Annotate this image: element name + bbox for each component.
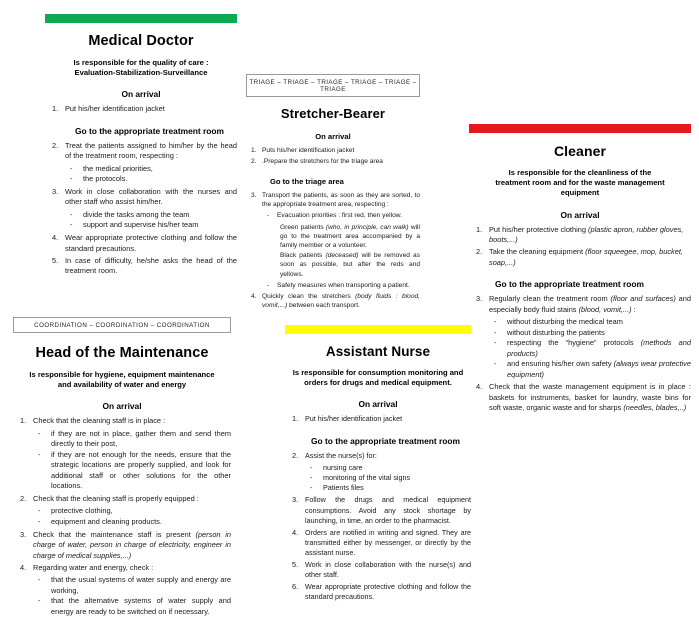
list-item bbox=[469, 247, 691, 268]
section-heading-go-to-triage: Go to the triage area bbox=[270, 176, 344, 186]
list-item bbox=[246, 292, 420, 310]
list-number: 1. bbox=[292, 414, 299, 424]
list-text-italic: (person in charge of water, person in charge of electricity, engineer in charge of medical supplies,...) bbox=[33, 529, 231, 560]
green-rule bbox=[45, 14, 237, 23]
list-item bbox=[45, 104, 237, 115]
section-heading-on-arrival: On arrival bbox=[102, 401, 142, 412]
list-text-plain-1: Take the cleaning equipment bbox=[489, 247, 586, 257]
sub-list-item bbox=[489, 338, 691, 359]
on-arrival-list bbox=[469, 225, 691, 269]
card-stretcher-bearer bbox=[246, 74, 420, 312]
list-text-plain-3: : bbox=[631, 304, 636, 314]
sub-list-item: - that the usual systems of water supply and energy are working, bbox=[33, 575, 231, 596]
sub-list bbox=[65, 164, 237, 185]
list-number: 1. bbox=[20, 416, 27, 426]
list-number: 4. bbox=[251, 293, 257, 301]
sub-plain: without disturbing the medical team bbox=[507, 317, 623, 327]
sub-list-item: - that the alternative systems of water supply and energy are ready to be switched on if necessary. bbox=[33, 596, 231, 617]
subtitle-line-2: orders for drugs and medical equipment. bbox=[304, 378, 452, 388]
sub-italic: (always wear protective equipment) bbox=[507, 359, 691, 379]
list-text: Regarding water and energy, check : bbox=[33, 562, 154, 572]
sub-list-item: - if they are not in place, gather them and send them directly to their post, bbox=[33, 429, 231, 450]
list-text: .Prepare the stretchers for the triage area bbox=[262, 157, 383, 165]
list-text-plain-2: and especially body fluid stains bbox=[489, 294, 691, 314]
list-text: Assist the nurse(s) for: bbox=[305, 450, 377, 460]
subtitle-line-1: Is responsible for consumption monitoring and bbox=[292, 368, 464, 377]
subtitle-line-3: equipment bbox=[560, 188, 600, 198]
list-text: Orders are notified in writing and signed. They are transmitted either by messenger, or directly by the assistant nurse. bbox=[305, 527, 471, 558]
black-plain-1: Black patients bbox=[280, 252, 326, 260]
list-item bbox=[13, 563, 231, 618]
section-heading-on-arrival: On arrival bbox=[315, 132, 351, 141]
yellow-rule bbox=[285, 325, 471, 334]
card-subtitle bbox=[19, 370, 225, 390]
list-item bbox=[45, 256, 237, 277]
sub-plain: and ensuring his/her own safety bbox=[507, 359, 614, 369]
list-text-plain-2: between each transport. bbox=[287, 302, 360, 310]
list-item bbox=[45, 233, 237, 254]
list-item bbox=[469, 294, 691, 380]
on-arrival-list bbox=[246, 146, 420, 166]
on-arrival-list bbox=[45, 104, 237, 115]
triage-list bbox=[246, 191, 420, 311]
list-text-italic: (floor squeegee, mop, bucket, soap,...) bbox=[489, 247, 683, 267]
sub-list-item: - monitoring of the vital signs bbox=[305, 473, 471, 483]
treatment-room-list bbox=[45, 141, 237, 277]
list-item bbox=[285, 414, 471, 424]
list-text: Wear appropriate protective clothing and follow the standard precautions. bbox=[305, 581, 471, 601]
list-number: 2. bbox=[20, 493, 27, 503]
sub-list-item: - the medical priorities, bbox=[65, 164, 237, 175]
page-title-medical-doctor: Medical Doctor bbox=[88, 33, 194, 49]
sub-list-item: - support and supervise his/her team bbox=[65, 220, 237, 231]
list-item bbox=[285, 495, 471, 526]
black-patients-paragraph bbox=[280, 251, 420, 279]
list-number: 3. bbox=[20, 529, 27, 539]
black-italic: (deceased) bbox=[325, 252, 359, 260]
sub-plain: respecting the “hygiene” protocols bbox=[507, 338, 641, 348]
page-title-assistant-nurse: Assistant Nurse bbox=[325, 344, 431, 359]
list-number: 1. bbox=[476, 224, 483, 234]
sub-list-item: - equipment and cleaning products. bbox=[33, 517, 231, 528]
sub-list bbox=[33, 575, 231, 617]
list-item bbox=[246, 146, 420, 155]
list-text: Puts his/her identification jacket bbox=[262, 147, 355, 154]
list-item bbox=[45, 187, 237, 231]
list-item bbox=[469, 382, 691, 414]
green-plain-1: Green patients bbox=[280, 223, 326, 231]
list-text-plain-1: Regularly clean the treatment room bbox=[489, 294, 611, 304]
list-text-plain-1: Check that the maintenance staff is present bbox=[33, 529, 196, 539]
treatment-room-list bbox=[285, 451, 471, 603]
list-number: 3. bbox=[292, 495, 299, 505]
sub-list bbox=[305, 463, 471, 494]
page-title-stretcher-bearer: Stretcher-Bearer bbox=[280, 106, 386, 121]
sub-list bbox=[33, 429, 231, 492]
card-cleaner bbox=[469, 124, 691, 415]
section-heading-on-arrival: On arrival bbox=[121, 89, 161, 100]
card-medical-doctor bbox=[45, 14, 237, 278]
on-arrival-list bbox=[13, 416, 231, 617]
sub-italic: (methods and products) bbox=[507, 338, 691, 358]
coordination-banner: COORDINATION – COORDINATION – COORDINATION bbox=[13, 317, 231, 333]
sub-list-item bbox=[489, 328, 691, 339]
card-head-of-maintenance bbox=[13, 317, 231, 619]
black-plain-2: will be removed as soon as possible, but after the reds and yellows. bbox=[280, 252, 421, 278]
list-text-italic: (body fluids : blood, vomit,...) bbox=[262, 293, 420, 310]
sub-list-item: - Safety measures when transporting a patient. bbox=[262, 281, 420, 290]
list-text: Transport the patients, as soon as they are sorted, to the appropriate treatment area, respecting : bbox=[262, 191, 420, 209]
list-item bbox=[45, 141, 237, 185]
list-number: 3. bbox=[476, 294, 483, 304]
list-item bbox=[13, 530, 231, 562]
list-text: Check that the cleaning staff is properly equipped : bbox=[33, 493, 199, 503]
list-text: Work in close collaboration with the nurse(s) and other staff. bbox=[305, 559, 471, 579]
sub-list-item: - nursing care bbox=[305, 463, 471, 473]
list-number: 2. bbox=[251, 157, 257, 165]
sub-list-item bbox=[489, 317, 691, 328]
section-heading-go-to-room: Go to the appropriate treatment room bbox=[75, 125, 224, 136]
on-arrival-list bbox=[285, 414, 471, 424]
list-number: 6. bbox=[292, 581, 299, 591]
sub-list-item: - Patients files bbox=[305, 483, 471, 493]
green-italic: (who, in principle, can walk) bbox=[325, 223, 409, 231]
list-text: Wear appropriate protective clothing and follow the standard precautions. bbox=[65, 232, 237, 253]
page-title-head-of-maintenance: Head of the Maintenance bbox=[35, 345, 209, 361]
section-heading-on-arrival: On arrival bbox=[560, 209, 600, 220]
sub-list-item: - protective clothing, bbox=[33, 506, 231, 517]
list-item bbox=[285, 528, 471, 559]
list-text: Work in close collaboration with the nurses and other staff who assist him/her. bbox=[65, 186, 237, 207]
list-number: 2. bbox=[292, 450, 299, 460]
list-number: 1. bbox=[52, 104, 59, 114]
list-item bbox=[246, 157, 420, 166]
subtitle-line-1: Is responsible for the cleanliness of the bbox=[508, 168, 652, 177]
list-number: 4. bbox=[20, 562, 27, 572]
list-text-plain-1: Check that the waste management equipment is in place : baskets for instruments, basket for laundry, waste bins for soft waste, organic waste and for sharps bbox=[489, 382, 691, 413]
list-number: 4. bbox=[476, 382, 483, 392]
green-patients-paragraph bbox=[280, 223, 420, 251]
sub-list bbox=[33, 506, 231, 527]
list-text-italic-1: (floor and surfaces) bbox=[610, 294, 676, 304]
red-rule bbox=[469, 124, 691, 133]
green-plain-2: will go to the treatment area accompanied by a family member or a volunteer. bbox=[280, 223, 420, 250]
sub-list-item: - the protocols. bbox=[65, 174, 237, 185]
list-number: 1. bbox=[251, 147, 257, 154]
list-text: Treat the patients assigned to him/her by the head of the treatment room, respecting : bbox=[65, 140, 237, 161]
list-item bbox=[285, 582, 471, 602]
list-text-italic-2: (blood, vomit,...) bbox=[578, 304, 632, 314]
sub-list bbox=[65, 210, 237, 231]
sub-list bbox=[262, 211, 420, 220]
list-item bbox=[13, 416, 231, 492]
section-heading-go-to-room: Go to the appropriate treatment room bbox=[495, 279, 644, 290]
list-text-italic: (plastic apron, rubber gloves, boots,...) bbox=[489, 224, 684, 245]
sub-list-item: - divide the tasks among the team bbox=[65, 210, 237, 221]
list-text: Put his/her identification jacket bbox=[305, 414, 403, 424]
list-number: 3. bbox=[251, 191, 257, 199]
section-heading-go-to-room: Go to the appropriate treatment room bbox=[311, 435, 460, 446]
list-number: 5. bbox=[292, 559, 299, 569]
list-item bbox=[13, 494, 231, 528]
list-number: 2. bbox=[52, 140, 59, 150]
subtitle-line-1: Is responsible for hygiene, equipment maintenance bbox=[29, 370, 215, 379]
subtitle-line-1: Is responsible for the quality of care : bbox=[73, 58, 209, 67]
card-subtitle bbox=[475, 168, 685, 199]
list-number: 2. bbox=[476, 247, 483, 257]
list-number: 4. bbox=[292, 527, 299, 537]
list-text: In case of difficulty, he/she asks the head of the treatment room. bbox=[65, 255, 237, 276]
card-subtitle bbox=[51, 58, 231, 78]
sub-list-item bbox=[489, 359, 691, 380]
list-item bbox=[246, 191, 420, 290]
page-title-cleaner: Cleaner bbox=[553, 143, 607, 159]
card-assistant-nurse bbox=[285, 325, 471, 604]
list-text-italic: (needles, blades,..) bbox=[623, 403, 687, 413]
triage-banner: TRIAGE – TRIAGE – TRIAGE – TRIAGE – TRIAGE – TRIAGE bbox=[246, 74, 420, 97]
list-item bbox=[285, 560, 471, 580]
sub-plain: without disturbing the patients bbox=[507, 327, 605, 337]
subtitle-line-2: treatment room and for the waste management bbox=[495, 178, 665, 188]
list-text: Put his/her identification jacket bbox=[65, 104, 165, 114]
sub-list-item: - Evacuation priorities : first red, then yellow. bbox=[262, 211, 420, 220]
treatment-room-list bbox=[469, 294, 691, 414]
section-heading-on-arrival: On arrival bbox=[358, 399, 398, 410]
list-item bbox=[469, 225, 691, 246]
list-number: 4. bbox=[52, 232, 59, 242]
list-text-plain-1: Quickly clean the stretchers bbox=[262, 293, 356, 301]
list-item bbox=[285, 451, 471, 494]
subtitle-line-2: Evaluation-Stabilization-Surveillance bbox=[74, 68, 208, 78]
list-text: Follow the drugs and medical equipment consumptions. Avoid any stock shortage by launching, in time, an order to the pharmacist. bbox=[305, 495, 471, 525]
sub-list bbox=[489, 317, 691, 380]
sub-list-safety bbox=[262, 281, 420, 290]
sub-list-item: - if they are not enough for the needs, ensure that the strategic locations are properly supplied, and look for additional staff or other solutions for the other locations. bbox=[33, 450, 231, 492]
card-subtitle bbox=[291, 368, 465, 388]
list-text: Check that the cleaning staff is in place : bbox=[33, 416, 166, 426]
subtitle-line-2: and availability of water and energy bbox=[57, 380, 187, 390]
list-text-plain-1: Put his/her protective clothing bbox=[489, 224, 589, 234]
list-number: 5. bbox=[52, 255, 59, 265]
list-number: 3. bbox=[52, 186, 59, 196]
